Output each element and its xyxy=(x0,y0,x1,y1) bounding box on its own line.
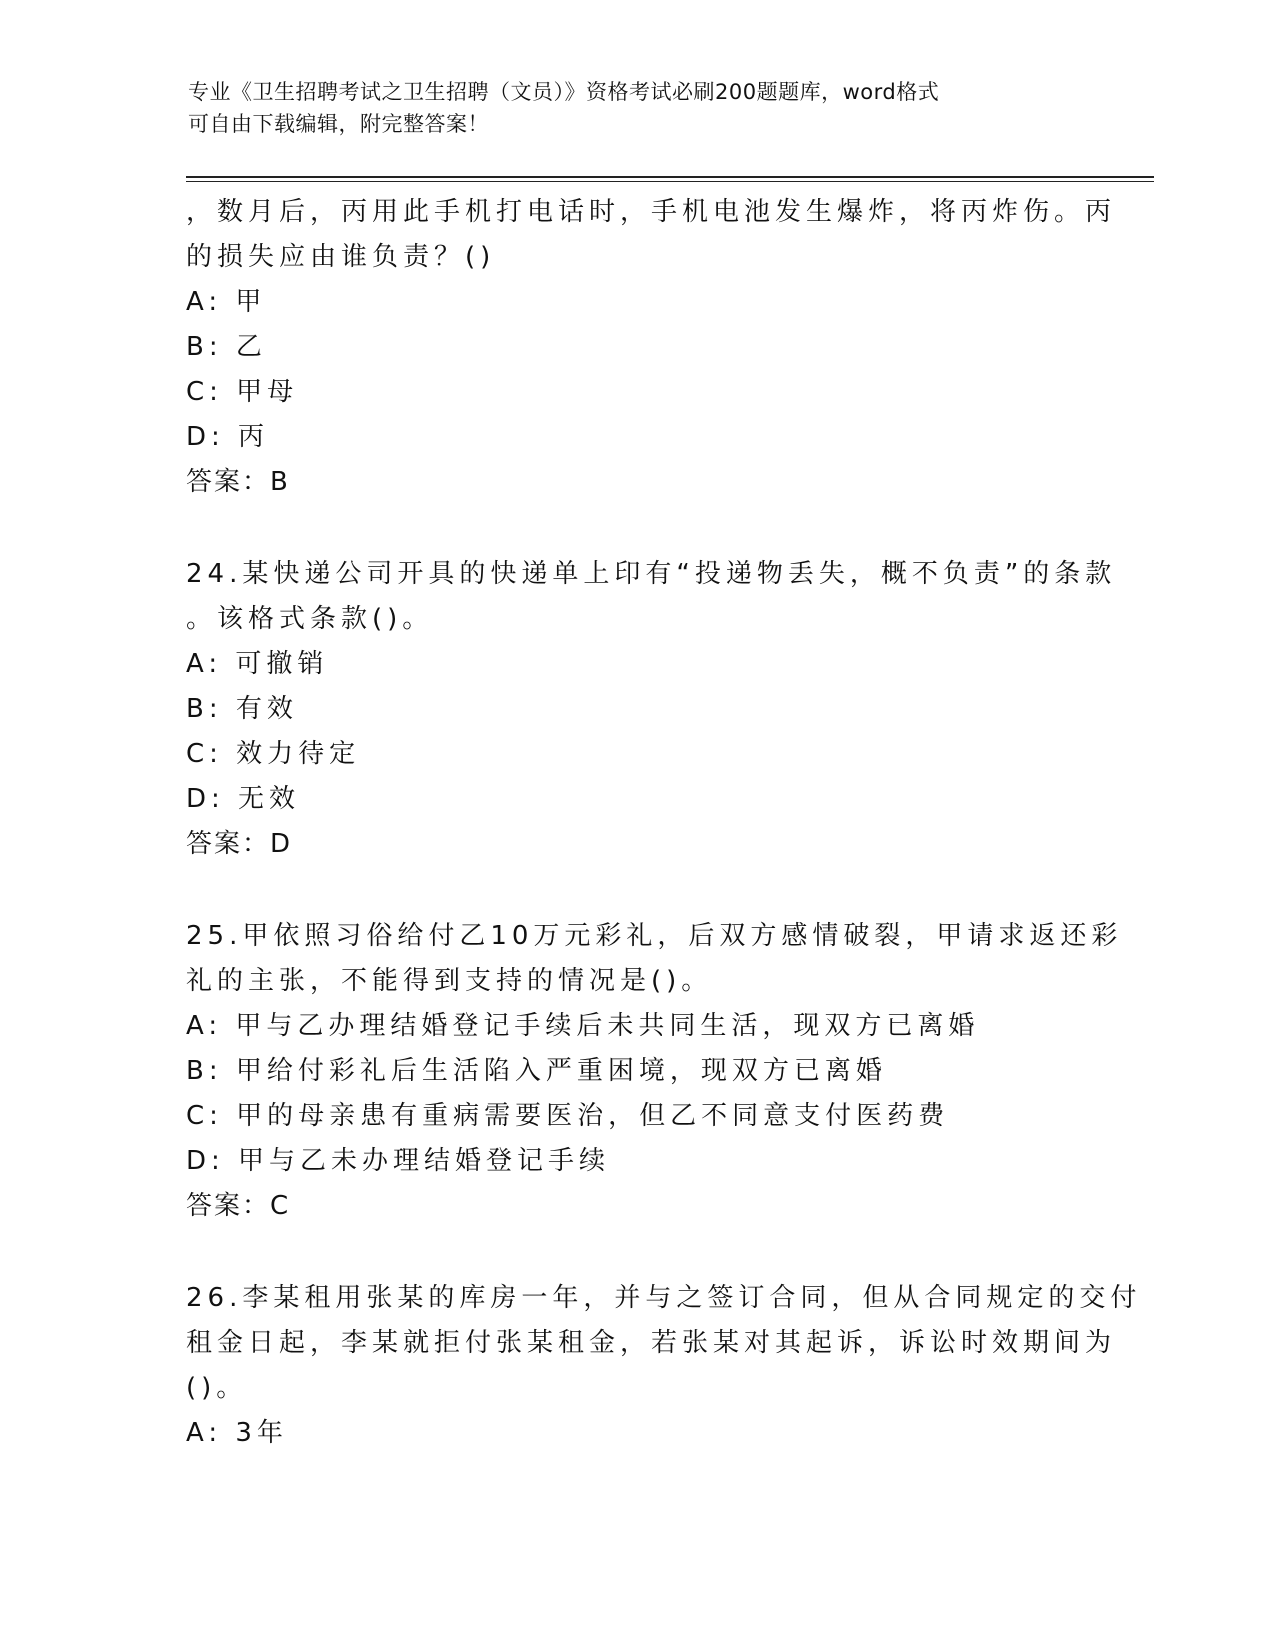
option-c: C: 甲的母亲患有重病需要医治，但乙不同意支付医药费 xyxy=(186,1101,950,1131)
header-line-1: 专业《卫生招聘考试之卫生招聘（文员）》资格考试必刷200题题库，word格式 xyxy=(188,80,940,104)
question-stem-line: 礼的主张，不能得到支持的情况是()。 xyxy=(186,966,713,996)
option-a: A: 可撤销 xyxy=(186,649,329,679)
question-23 xyxy=(186,190,1117,505)
option-d: D: 无效 xyxy=(186,784,301,814)
document-header xyxy=(188,76,1088,140)
question-stem-line: 24.某快递公司开具的快递单上印有“投递物丢失，概不负责”的条款 xyxy=(186,559,1117,589)
option-a: A: 3年 xyxy=(186,1418,288,1448)
option-b: B: 甲给付彩礼后生活陷入严重困境，现双方已离婚 xyxy=(186,1056,887,1086)
question-stem-line: ，数月后，丙用此手机打电话时，手机电池发生爆炸，将丙炸伤。丙 xyxy=(186,197,1117,227)
question-stem-line: 的损失应由谁负责？() xyxy=(186,242,496,272)
question-stem-line: ()。 xyxy=(186,1373,248,1403)
spacer xyxy=(186,1229,1086,1276)
spacer xyxy=(186,505,1086,552)
question-25 xyxy=(186,914,1123,1229)
option-c: C: 效力待定 xyxy=(186,739,361,769)
question-stem-line: 。该格式条款()。 xyxy=(186,604,434,634)
question-list xyxy=(186,190,1142,1456)
option-b: B: 有效 xyxy=(186,694,298,724)
header-rule-thick xyxy=(186,176,1154,178)
question-stem-line: 26.李某租用张某的库房一年，并与之签订合同，但从合同规定的交付 xyxy=(186,1283,1142,1313)
answer: 答案：B xyxy=(186,467,290,497)
question-24 xyxy=(186,552,1117,867)
spacer xyxy=(186,867,1086,914)
question-26 xyxy=(186,1276,1142,1456)
answer: 答案：D xyxy=(186,829,293,859)
answer: 答案：C xyxy=(186,1191,291,1221)
option-d: D: 甲与乙未办理结婚登记手续 xyxy=(186,1146,611,1176)
header-line-2: 可自由下载编辑，附完整答案！ xyxy=(188,112,489,136)
question-stem-line: 租金日起，李某就拒付张某租金，若张某对其起诉，诉讼时效期间为 xyxy=(186,1328,1117,1358)
option-d: D: 丙 xyxy=(186,422,270,452)
option-c: C: 甲母 xyxy=(186,377,299,407)
question-stem-line: 25.甲依照习俗给付乙10万元彩礼，后双方感情破裂，甲请求返还彩 xyxy=(186,921,1123,951)
option-a: A: 甲与乙办理结婚登记手续后未共同生活，现双方已离婚 xyxy=(186,1011,980,1041)
option-a: A: 甲 xyxy=(186,287,267,317)
option-b: B: 乙 xyxy=(186,332,267,362)
header-rule-thin xyxy=(186,181,1154,182)
